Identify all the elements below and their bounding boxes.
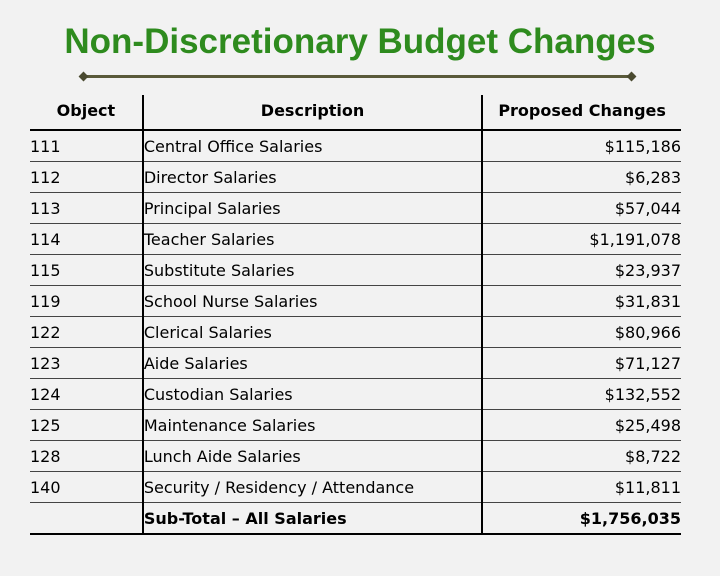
header-object: Object (30, 95, 143, 130)
amount-cell: $71,127 (482, 348, 681, 379)
description-cell: Teacher Salaries (143, 224, 482, 255)
header-proposed-changes: Proposed Changes (482, 95, 681, 130)
description-cell: School Nurse Salaries (143, 286, 482, 317)
object-cell: 111 (30, 130, 143, 162)
table-row (30, 472, 681, 503)
divider-right-diamond-icon (627, 72, 637, 82)
table-header-row (30, 95, 681, 130)
table-row (30, 255, 681, 286)
page-title: Non-Discretionary Budget Changes (64, 22, 656, 61)
description-cell: Central Office Salaries (143, 130, 482, 162)
amount-cell: $57,044 (482, 193, 681, 224)
description-cell: Principal Salaries (143, 193, 482, 224)
description-cell: Maintenance Salaries (143, 410, 482, 441)
amount-cell: $31,831 (482, 286, 681, 317)
table-row (30, 441, 681, 472)
description-cell: Substitute Salaries (143, 255, 482, 286)
object-cell: 123 (30, 348, 143, 379)
description-cell: Security / Residency / Attendance (143, 472, 482, 503)
table-row (30, 317, 681, 348)
description-cell: Aide Salaries (143, 348, 482, 379)
subtotal-row (30, 503, 681, 535)
subtotal-label: Sub-Total – All Salaries (143, 503, 482, 535)
object-cell: 112 (30, 162, 143, 193)
table-row (30, 410, 681, 441)
object-cell: 125 (30, 410, 143, 441)
description-cell: Clerical Salaries (143, 317, 482, 348)
title-divider (84, 75, 632, 78)
table-row (30, 286, 681, 317)
object-cell: 140 (30, 472, 143, 503)
table-row (30, 130, 681, 162)
table-row (30, 162, 681, 193)
divider-left-diamond-icon (79, 72, 89, 82)
table-row (30, 193, 681, 224)
table-row (30, 348, 681, 379)
amount-cell: $23,937 (482, 255, 681, 286)
table-row (30, 224, 681, 255)
amount-cell: $132,552 (482, 379, 681, 410)
object-cell: 122 (30, 317, 143, 348)
object-cell: 115 (30, 255, 143, 286)
description-cell: Director Salaries (143, 162, 482, 193)
amount-cell: $115,186 (604, 136, 681, 156)
amount-cell: $25,498 (482, 410, 681, 441)
object-cell: 114 (30, 224, 143, 255)
object-cell: 119 (30, 286, 143, 317)
subtotal-object-cell (30, 503, 143, 535)
object-cell: 128 (30, 441, 143, 472)
budget-table (30, 95, 681, 535)
amount-cell: $1,191,078 (482, 224, 681, 255)
table-row (30, 379, 681, 410)
amount-cell: $8,722 (482, 441, 681, 472)
description-cell: Lunch Aide Salaries (143, 441, 482, 472)
subtotal-amount: $1,756,035 (482, 503, 681, 535)
table-body (30, 130, 681, 534)
header-description: Description (143, 95, 482, 130)
amount-cell: $11,811 (482, 472, 681, 503)
object-cell: 124 (30, 379, 143, 410)
description-cell: Custodian Salaries (143, 379, 482, 410)
amount-cell: $6,283 (482, 162, 681, 193)
object-cell: 113 (30, 193, 143, 224)
amount-cell: $80,966 (482, 317, 681, 348)
